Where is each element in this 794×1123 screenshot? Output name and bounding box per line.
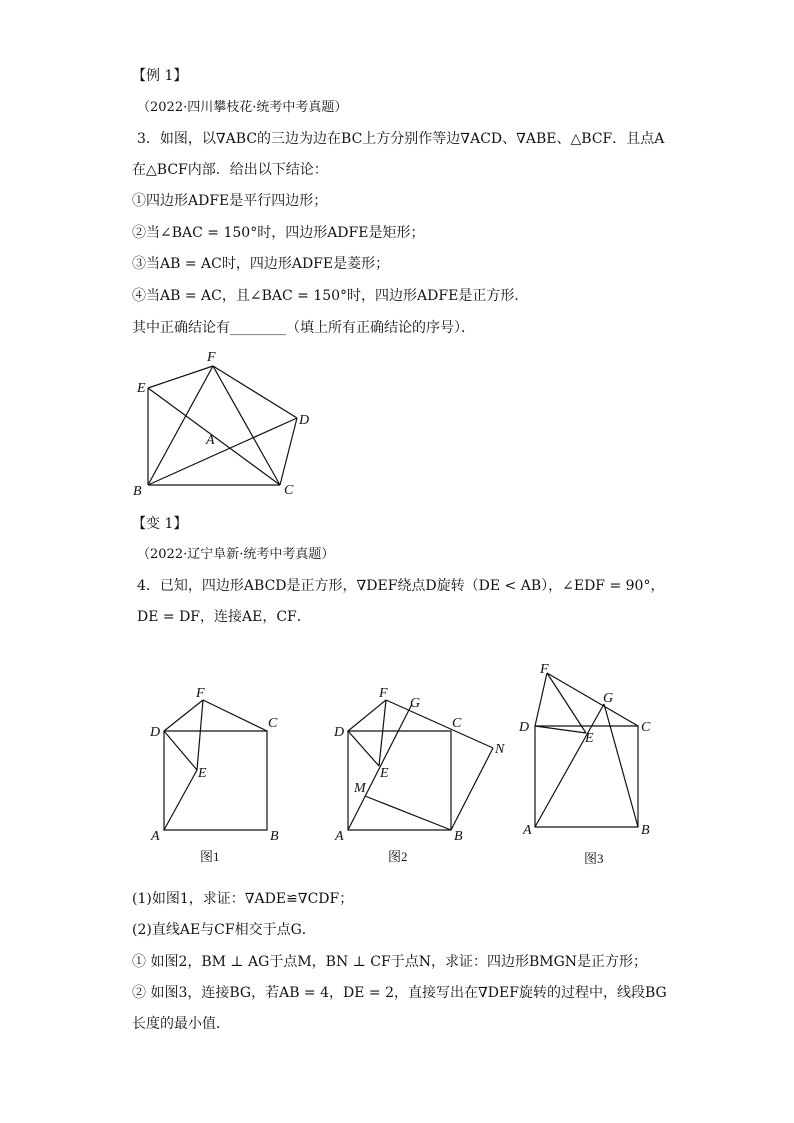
label-D: D: [299, 413, 310, 428]
conclusion-1: ①四边形ADFE是平行四边形；: [132, 193, 328, 209]
part-2b-line-2: 长度的最小值．: [132, 1016, 230, 1032]
fig3-label-C: C: [641, 720, 651, 735]
conclusion-3: ③当AB = AC时，四边形ADFE是菱形；: [132, 256, 390, 272]
fig2-label-D: D: [334, 725, 345, 740]
fig1-label-F: F: [196, 686, 205, 701]
fig2-label-A: A: [335, 829, 344, 844]
variant-tag: 【变 1】: [132, 516, 188, 532]
label-A: A: [206, 433, 215, 448]
label-F: F: [207, 350, 216, 365]
fig3-label-D: D: [519, 720, 530, 735]
example-tag: 【例 1】: [132, 68, 188, 84]
fig1-label-C: C: [268, 716, 278, 731]
answer-prompt: 其中正确结论有________（填上所有正确结论的序号）．: [132, 320, 475, 336]
fig2-caption: 图2: [388, 849, 408, 864]
fig3-label-E: E: [585, 731, 594, 746]
fig2-label-C: C: [452, 716, 462, 731]
label-B: B: [133, 484, 142, 499]
question-4-line-2: DE = DF，连接AE，CF．: [137, 609, 311, 625]
fig3-lines: [535, 673, 638, 827]
figure-1-lines: [148, 366, 297, 485]
fig1-label-D: D: [150, 725, 161, 740]
part-1: (1)如图1，求证：∇ADE≌∇CDF；: [132, 891, 354, 907]
fig2-label-G: G: [410, 696, 421, 711]
label-E: E: [137, 381, 146, 396]
fig1-lines: [164, 700, 267, 830]
label-C: C: [284, 483, 294, 498]
question-3-line-1: 3．如图，以∇ABC的三边为边在BC上方分别作等边∇ACD、∇ABE、△BCF．且点A: [137, 131, 665, 147]
fig1-label-A: A: [151, 829, 160, 844]
fig2-label-N: N: [495, 742, 505, 757]
fig1-caption: 图1: [200, 849, 220, 864]
part-2b-line-1: ② 如图3，连接BG，若AB = 4，DE = 2，直接写出在∇DEF旋转的过程中，线段BG: [132, 985, 667, 1001]
fig2-label-F: F: [379, 686, 388, 701]
fig2-label-M: M: [354, 781, 366, 796]
fig3-label-F: F: [540, 662, 549, 677]
fig3-label-G: G: [603, 691, 614, 706]
fig3-label-B: B: [641, 823, 650, 838]
question-4-line-1: 4．已知，四边形ABCD是正方形，∇DEF绕点D旋转（DE < AB），∠EDF = 90°，: [137, 578, 665, 594]
conclusion-2: ②当∠BAC = 150°时，四边形ADFE是矩形；: [132, 225, 425, 241]
fig1-label-B: B: [270, 829, 279, 844]
variant-source: （2022·辽宁阜新·统考中考真题）: [137, 547, 335, 562]
fig3-label-A: A: [523, 823, 532, 838]
fig1-label-E: E: [198, 766, 207, 781]
example-source: （2022·四川攀枝花·统考中考真题）: [137, 100, 348, 115]
conclusion-4: ④当AB = AC，且∠BAC = 150°时，四边形ADFE是正方形．: [132, 288, 529, 304]
fig3-caption: 图3: [584, 851, 604, 866]
fig2-lines: [348, 700, 493, 830]
fig2-label-B: B: [454, 829, 463, 844]
question-3-line-2: 在△BCF内部．给出以下结论：: [132, 162, 328, 178]
fig2-label-E: E: [380, 766, 389, 781]
part-2a: ① 如图2，BM ⊥ AG于点M，BN ⊥ CF于点N，求证：四边形BMGN是正方形；: [132, 954, 648, 970]
part-2: (2)直线AE与CF相交于点G．: [132, 922, 316, 938]
